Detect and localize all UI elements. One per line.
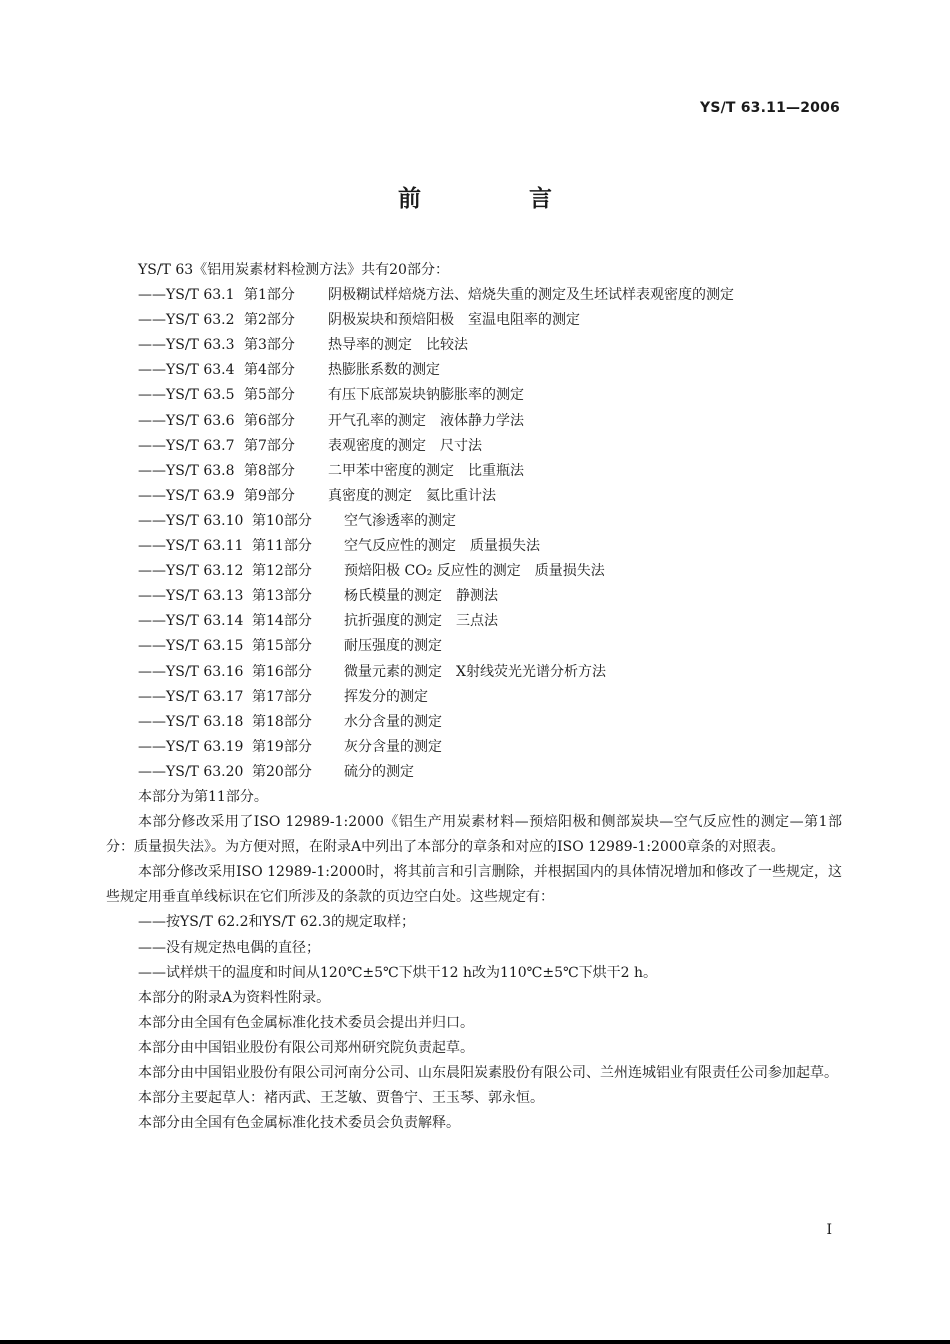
- part-number: 第10部分: [252, 512, 312, 529]
- part-number: 第16部分: [252, 663, 312, 680]
- part-number: 第20部分: [252, 763, 312, 780]
- body-paragraph: 本部分的附录A为资料性附录。: [138, 989, 331, 1006]
- part-code: ——YS/T 63.15: [138, 638, 244, 655]
- page-title: 前 言: [397, 186, 602, 212]
- part-number: 第6部分: [244, 412, 295, 429]
- part-number: 第19部分: [252, 738, 312, 755]
- part-number: 第14部分: [252, 613, 312, 630]
- list-item: [138, 584, 842, 609]
- part-name: 热导率的测定 比较法: [328, 337, 468, 354]
- part-code: ——YS/T 63.5: [138, 387, 235, 404]
- body-paragraph: ——按YS/T 62.2和YS/T 62.3的规定取样；: [138, 914, 416, 931]
- part-number: 第1部分: [244, 287, 295, 304]
- part-name: 阴极糊试样焙烧方法、焙烧失重的测定及生坯试样表观密度的测定: [328, 287, 734, 304]
- list-item: [138, 409, 842, 434]
- part-name: 表观密度的测定 尺寸法: [328, 437, 482, 454]
- list-item: [138, 634, 842, 659]
- list-item: [138, 383, 842, 408]
- list-item: [138, 735, 842, 760]
- part-code: ——YS/T 63.20: [138, 763, 244, 780]
- part-code: ——YS/T 63.14: [138, 613, 244, 630]
- part-number: 第15部分: [252, 638, 312, 655]
- part-number: 第17部分: [252, 688, 312, 705]
- part-name: 硫分的测定: [344, 763, 414, 780]
- document-body: [106, 258, 842, 1136]
- list-item: [138, 534, 842, 559]
- part-number: 第18部分: [252, 713, 312, 730]
- part-number: 第11部分: [252, 538, 312, 555]
- part-code: ——YS/T 63.4: [138, 362, 235, 379]
- body-paragraph: 本部分由中国铝业股份有限公司河南分公司、山东晨阳炭素股份有限公司、兰州连城铝业有限责任公司参加起草。: [138, 1065, 838, 1081]
- list-item: [138, 685, 842, 710]
- list-item: [138, 308, 842, 333]
- part-name: 杨氏模量的测定 静测法: [344, 588, 498, 605]
- bottom-border: [0, 1340, 950, 1344]
- part-number: 第5部分: [244, 387, 295, 404]
- part-code: ——YS/T 63.3: [138, 337, 235, 354]
- list-item: [138, 760, 842, 785]
- body-paragraph: ——试样烘干的温度和时间从120℃±5℃下烘干12 h改为110℃±5℃下烘干2 h。: [138, 964, 658, 981]
- body-paragraph: 本部分由中国铝业股份有限公司郑州研究院负责起草。: [138, 1039, 474, 1056]
- part-name: 预焙阳极 CO₂ 反应性的测定 质量损失法: [344, 563, 605, 580]
- part-number: 第13部分: [252, 588, 312, 605]
- part-code: ——YS/T 63.11: [138, 538, 244, 555]
- part-name: 热膨胀系数的测定: [328, 362, 440, 379]
- part-name: 开气孔率的测定 液体静力学法: [328, 412, 524, 429]
- part-code: ——YS/T 63.13: [138, 588, 244, 605]
- part-name: 水分含量的测定: [344, 713, 442, 730]
- part-name: 微量元素的测定 X射线荧光光谱分析方法: [344, 663, 606, 680]
- body-paragraph: 本部分修改采用了ISO 12989-1:2000《铝生产用炭素材料—预焙阳极和侧部炭块—空气反应性的测定—第1部分：质量损失法》。为方便对照，在附录A中列出了本部分的章条和对应的ISO 12989-1:2000章条的对照表。: [106, 814, 842, 856]
- part-code: ——YS/T 63.19: [138, 738, 244, 755]
- body-paragraph: 本部分由全国有色金属标准化技术委员会负责解释。: [138, 1115, 460, 1132]
- part-code: ——YS/T 63.7: [138, 437, 235, 454]
- part-code: ——YS/T 63.1: [138, 287, 235, 304]
- list-item: [138, 660, 842, 685]
- list-item: [138, 484, 842, 509]
- part-number: 第3部分: [244, 337, 295, 354]
- part-code: ——YS/T 63.2: [138, 312, 235, 329]
- list-item: [138, 434, 842, 459]
- part-code: ——YS/T 63.6: [138, 412, 235, 429]
- body-paragraph: ——没有规定热电偶的直径；: [138, 939, 320, 956]
- part-code: ——YS/T 63.12: [138, 563, 244, 580]
- part-name: 空气渗透率的测定: [344, 512, 456, 529]
- standard-code-header: YS/T 63.11—2006: [699, 100, 840, 116]
- part-number: 第2部分: [244, 312, 295, 329]
- part-number: 第12部分: [252, 563, 312, 580]
- part-code: ——YS/T 63.16: [138, 663, 244, 680]
- part-name: 空气反应性的测定 质量损失法: [344, 538, 540, 555]
- part-name: 挥发分的测定: [344, 688, 428, 705]
- part-name: 灰分含量的测定: [344, 738, 442, 755]
- intro-paragraph: YS/T 63《铝用炭素材料检测方法》共有20部分：: [138, 262, 449, 278]
- body-paragraph: 本部分为第11部分。: [138, 788, 268, 805]
- part-number: 第9部分: [244, 487, 295, 504]
- part-name: 抗折强度的测定 三点法: [344, 613, 498, 630]
- part-name: 二甲苯中密度的测定 比重瓶法: [328, 462, 524, 479]
- part-number: 第8部分: [244, 462, 295, 479]
- list-item: [138, 459, 842, 484]
- body-paragraph: 本部分修改采用ISO 12989-1:2000时，将其前言和引言删除，并根据国内的具体情况增加和修改了一些规定，这些规定用垂直单线标识在它们所涉及的条款的页边空白处。这些规定有：: [106, 864, 842, 906]
- list-item: [138, 559, 842, 584]
- part-name: 阴极炭块和预焙阳极 室温电阻率的测定: [328, 312, 580, 329]
- list-item: [138, 710, 842, 735]
- list-item: [138, 609, 842, 634]
- page-number: I: [826, 1222, 832, 1238]
- part-number: 第4部分: [244, 362, 295, 379]
- list-item: [138, 283, 842, 308]
- part-name: 真密度的测定 氦比重计法: [328, 487, 496, 504]
- parts-list: [106, 283, 842, 785]
- list-item: [138, 509, 842, 534]
- part-code: ——YS/T 63.10: [138, 512, 244, 529]
- list-item: [138, 358, 842, 383]
- list-item: [138, 333, 842, 358]
- part-number: 第7部分: [244, 437, 295, 454]
- part-code: ——YS/T 63.8: [138, 462, 235, 479]
- part-code: ——YS/T 63.9: [138, 487, 235, 504]
- part-name: 有压下底部炭块钠膨胀率的测定: [328, 387, 524, 404]
- part-name: 耐压强度的测定: [344, 638, 442, 655]
- part-code: ——YS/T 63.18: [138, 713, 244, 730]
- part-code: ——YS/T 63.17: [138, 688, 244, 705]
- body-paragraph: 本部分由全国有色金属标准化技术委员会提出并归口。: [138, 1014, 474, 1031]
- body-paragraph: 本部分主要起草人：褚丙武、王芝敏、贾鲁宁、王玉琴、郭永恒。: [138, 1090, 544, 1107]
